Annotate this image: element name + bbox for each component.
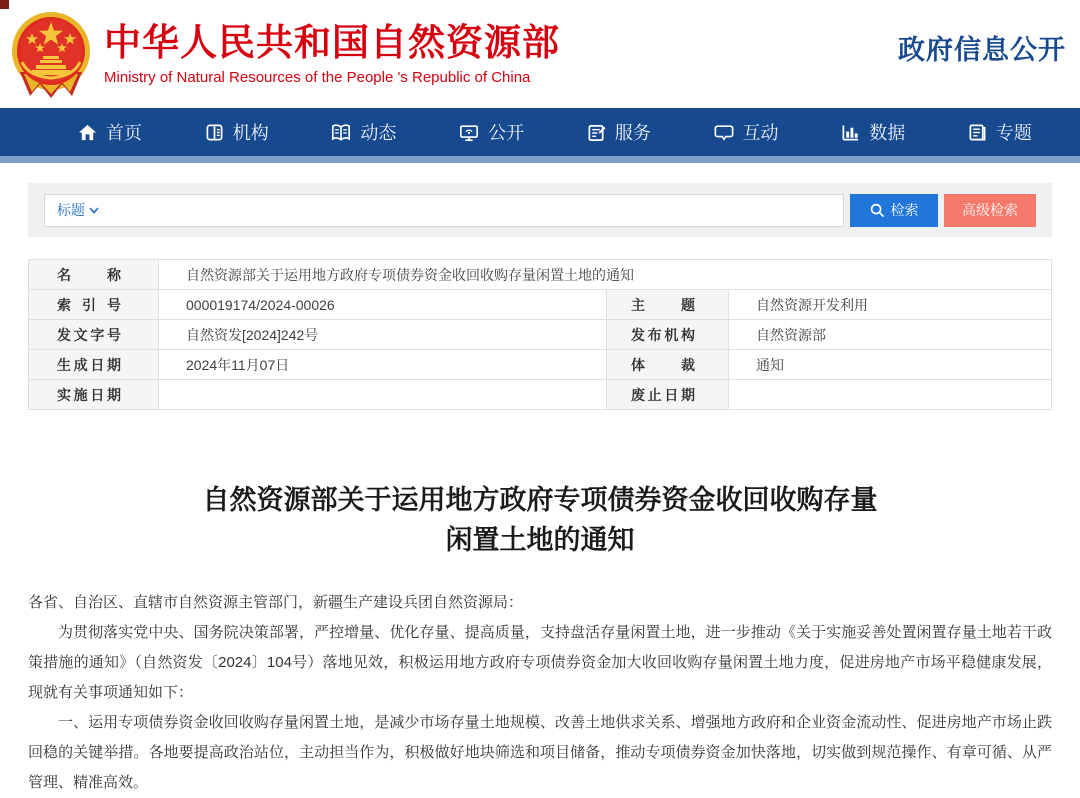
chevron-down-icon (89, 207, 99, 214)
nav-label: 专题 (995, 123, 1032, 143)
meta-value-effective-date (159, 380, 606, 409)
document-search-panel (28, 183, 1052, 237)
table-row (29, 320, 1051, 350)
org-titles (104, 22, 560, 86)
search-field-selector[interactable] (57, 200, 99, 220)
advanced-search-label: 高级检索 (962, 202, 1018, 218)
search-button-label: 检索 (890, 202, 919, 218)
nav-item-news[interactable] (331, 119, 396, 145)
home-icon (78, 123, 97, 142)
meta-value-repeal-date (729, 380, 1051, 409)
disclosure-icon (459, 123, 479, 142)
article-body (28, 588, 1052, 798)
search-input[interactable] (105, 195, 831, 226)
search-icon (870, 203, 885, 218)
meta-value-subject: 自然资源开发利用 (729, 290, 1051, 319)
org-name-cn: 中华人民共和国自然资源部 (104, 22, 560, 63)
meta-label-name: 名称 (29, 260, 159, 289)
nav-label: 动态 (360, 123, 397, 143)
search-box[interactable] (44, 194, 844, 227)
interaction-icon (714, 123, 734, 142)
data-icon (841, 123, 860, 142)
organization-icon (205, 123, 224, 142)
article (28, 480, 1052, 798)
main-navbar (0, 108, 1080, 156)
org-name-en: Ministry of Natural Resources of the People 's Republic of China (104, 69, 531, 86)
search-button[interactable] (850, 194, 938, 227)
meta-label-issuing-agency: 发布机构 (606, 320, 729, 349)
article-paragraph: 为贯彻落实党中央、国务院决策部署，严控增量、优化存量、提高质量，支持盘活存量闲置土地，进一步推动《关于实施妥善处置闲置存量土地若干政策措施的通知》（自然资发〔2024〕104号）落地见效，积极运用地方政府专项债券资金加大收回收购存量闲置土地力度，促进房地产市场平稳健康发展，现就有关事项通知如下： (28, 624, 1052, 701)
table-row (29, 350, 1051, 380)
meta-value-genre: 通知 (729, 350, 1051, 379)
search-field-label: 标题 (57, 202, 85, 218)
nav-label: 数据 (869, 123, 906, 143)
nav-item-home[interactable] (78, 119, 142, 145)
meta-label-index-no: 索引号 (29, 290, 159, 319)
meta-value-index-no: 000019174/2024-00026 (159, 290, 606, 319)
meta-value-doc-number: 自然资发[2024]242号 (159, 320, 606, 349)
nav-item-topics[interactable] (968, 119, 1032, 145)
meta-value-name: 自然资源部关于运用地方政府专项债券资金收回收购存量闲置土地的通知 (159, 260, 1051, 289)
nav-item-data[interactable] (841, 119, 905, 145)
meta-label-doc-number: 发文字号 (29, 320, 159, 349)
nav-item-organization[interactable] (205, 119, 269, 145)
site-header (0, 0, 1080, 108)
meta-label-date-created: 生成日期 (29, 350, 159, 379)
gov-info-disclosure-title[interactable]: 政府信息公开 (898, 34, 1066, 65)
article-title (28, 480, 1052, 560)
meta-label-repeal-date: 废止日期 (606, 380, 729, 409)
nav-label: 机构 (232, 123, 269, 143)
meta-value-issuing-agency: 自然资源部 (729, 320, 1051, 349)
table-row (29, 260, 1051, 290)
topics-icon (968, 123, 987, 142)
advanced-search-button[interactable] (944, 194, 1036, 227)
article-paragraph: 一、运用专项债券资金收回收购存量闲置土地，是减少市场存量土地规模、改善土地供求关系、增强地方政府和企业资金流动性、促进房地产市场止跌回稳的关键举措。各地要提高政治站位，主动担当作为，积极做好地块筛选和项目储备，推动专项债券资金加快落地，切实做到规范操作、有章可循、从严管理、精准高效。 (28, 714, 1052, 791)
national-emblem-logo (10, 10, 92, 100)
nav-label: 互动 (742, 123, 779, 143)
table-row (29, 380, 1051, 410)
news-icon (331, 123, 351, 142)
meta-value-date-created: 2024年11月07日 (159, 350, 606, 379)
navbar-bottom-strip (0, 156, 1080, 163)
nav-label: 首页 (106, 123, 142, 143)
table-row (29, 290, 1051, 320)
meta-label-subject: 主题 (606, 290, 729, 319)
nav-item-service[interactable] (587, 119, 651, 145)
article-title-line1: 自然资源部关于运用地方政府专项债券资金收回收购存量 (202, 485, 878, 515)
nav-label: 服务 (614, 123, 651, 143)
nav-item-interaction[interactable] (714, 119, 779, 145)
document-metadata-table (28, 259, 1052, 410)
article-title-line2: 闲置土地的通知 (445, 525, 635, 555)
meta-label-effective-date: 实施日期 (29, 380, 159, 409)
nav-label: 公开 (488, 123, 525, 143)
meta-label-genre: 体裁 (606, 350, 729, 379)
screenshot-corner-artifact (0, 0, 9, 9)
nav-item-disclosure[interactable] (459, 119, 524, 145)
service-icon (587, 123, 606, 142)
article-paragraph: 各省、自治区、直辖市自然资源主管部门，新疆生产建设兵团自然资源局： (28, 594, 524, 611)
